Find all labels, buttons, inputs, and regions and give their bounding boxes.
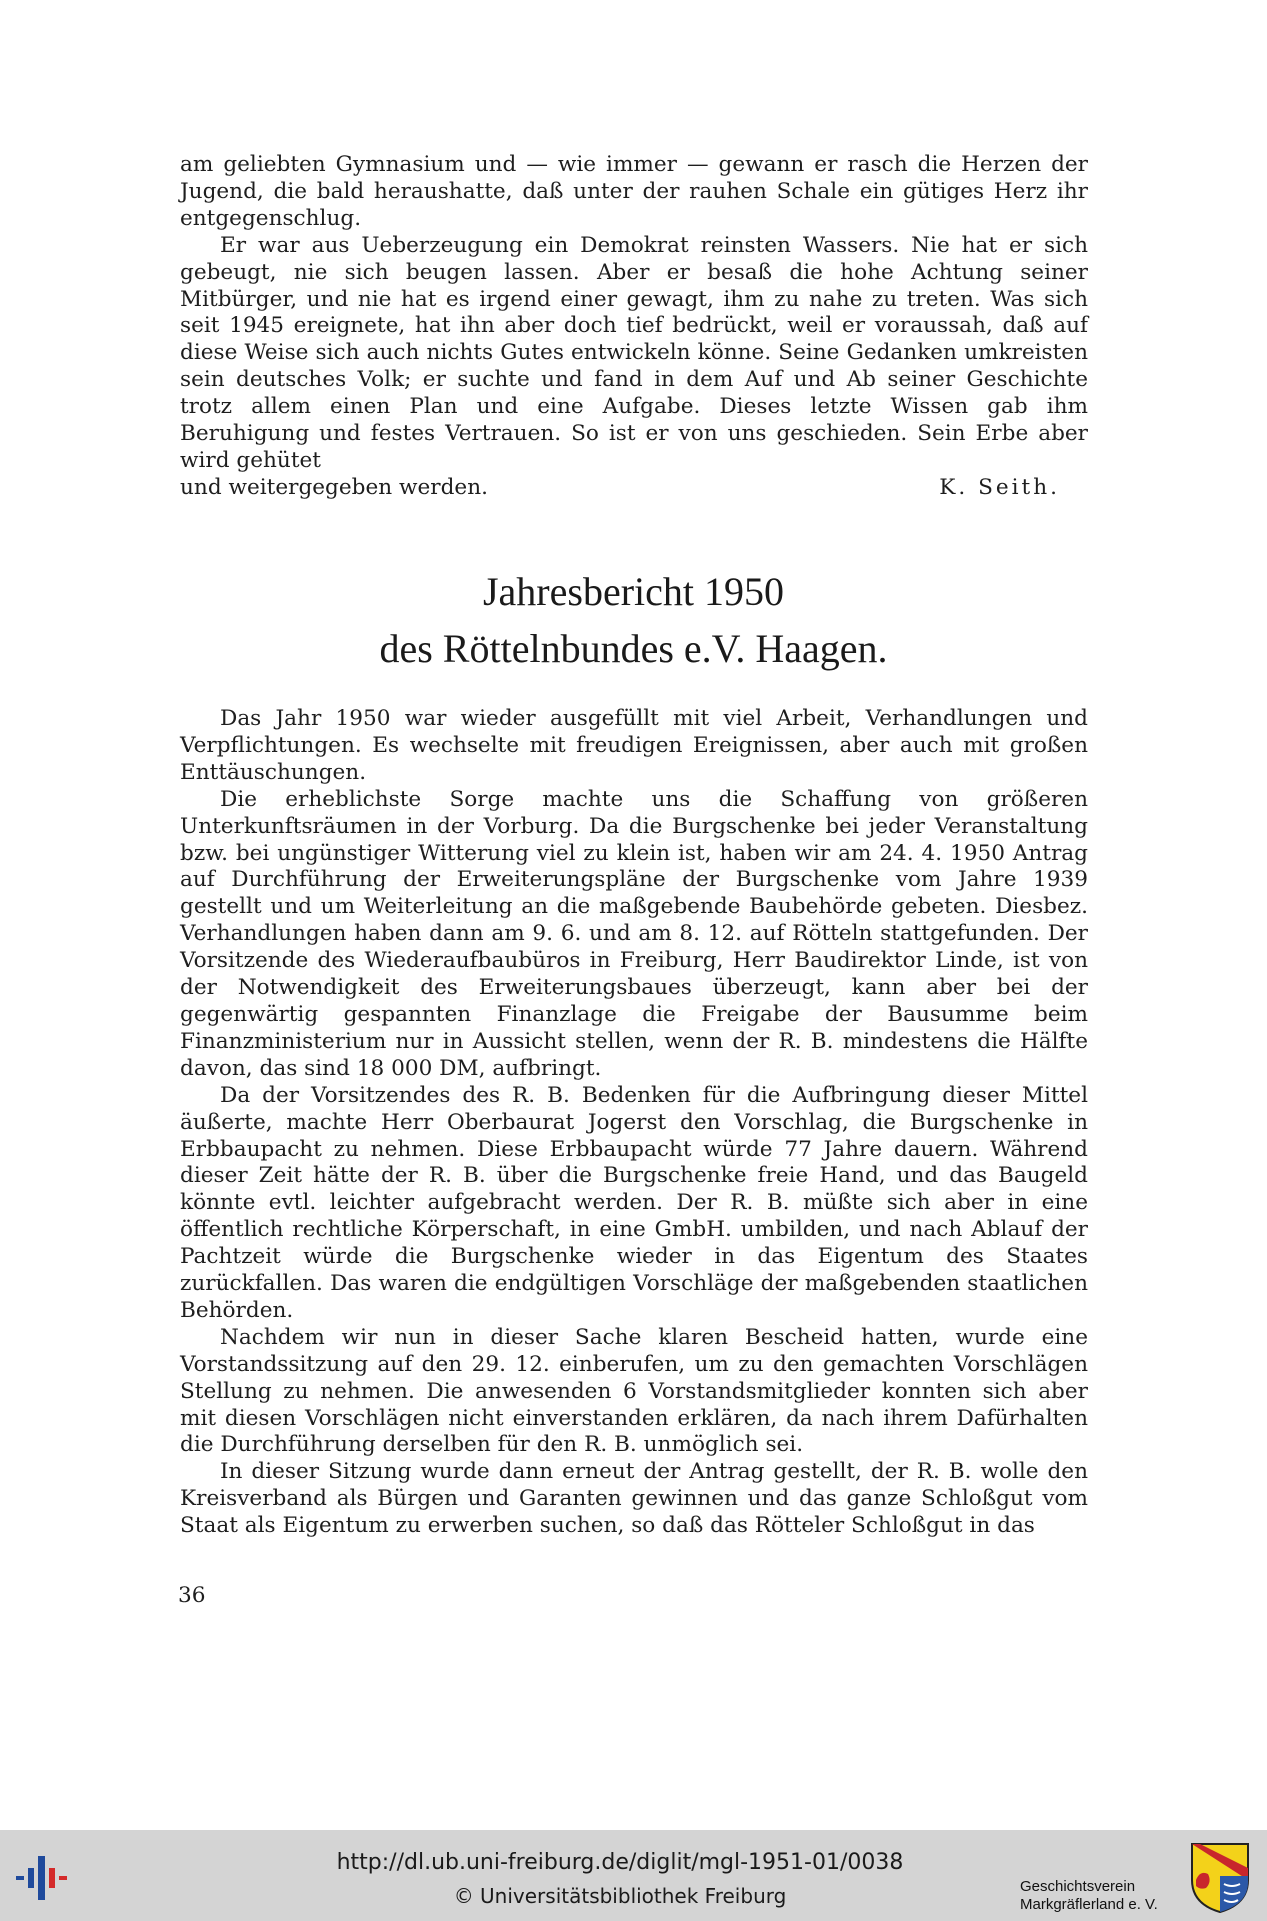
society-name bbox=[1020, 1878, 1182, 1914]
obituary-last-line: und weitergegeben werden. bbox=[180, 474, 488, 500]
viewer-footer bbox=[0, 1830, 1267, 1921]
author-signature: K. Seith. bbox=[939, 474, 1060, 500]
report-paragraph: Die erheblichste Sorge machte uns die Schaffung von größeren Unterkunftsräumen in der Vorburg. Da die Burgschenke bei jeder Veranstaltung bzw. bei ungünstiger Witterung viel zu klein ist, haben wir am 24. 4. 1950 Antrag auf Durchführung der Erweiterungspläne der Burgschenke vom Jahre 1939 gestellt und um Weiterleitung an die maßgebende Baubehörde gebeten. Diesbez. Verhandlungen haben dann am 9. 6. und am 8. 12. auf Rötteln stattgefunden. Der Vorsitzende des Wiederaufbaubüros in Freiburg, Herr Baudirektor Linde, ist von der Notwendigkeit des Erweiterungsbaues überzeugt, kann aber bei der gegenwärtig gespannten Finanzlage die Freigabe der Bausumme beim Finanzministerium nur in Aussicht stellen, wenn der R. B. mindestens die Hälfte davon, das sind 18 000 DM, aufbringt. bbox=[180, 786, 1088, 1081]
library-logo-icon[interactable] bbox=[12, 1842, 82, 1912]
society-name-line-2: Markgräflerland e. V. bbox=[1020, 1896, 1158, 1913]
report-title-line-1: Jahresbericht 1950 bbox=[482, 569, 784, 614]
society-name-line-1: Geschichtsverein bbox=[1020, 1878, 1136, 1895]
copyright-text: © Universitätsbibliothek Freiburg bbox=[453, 1884, 787, 1908]
report-paragraph: In dieser Sitzung wurde dann erneut der Antrag gestellt, der R. B. wolle den Kreisverband als Bürgen und Garanten gewinnen und das ganze Schloßgut vom Staat als Eigentum zu erwerben suchen, so daß das Rötteler Schloßgut in das bbox=[180, 1459, 1088, 1539]
document-url-link[interactable]: http://dl.ub.uni-freiburg.de/diglit/mgl-1951-01/0038 bbox=[336, 1850, 904, 1875]
coat-of-arms-icon bbox=[1188, 1840, 1252, 1914]
obituary-closing-line bbox=[180, 475, 1088, 502]
page-number: 36 bbox=[178, 1583, 206, 1608]
obituary-paragraph: Er war aus Ueberzeugung ein Demokrat reinsten Wassers. Nie hat er sich gebeugt, nie sich beugen lassen. Aber er besaß die hohe Achtung seiner Mitbürger, und nie hat es irgend einer gewagt, ihm zu nahe zu treten. Was sich seit 1945 ereignete, hat ihn aber doch tief bedrückt, weil er voraussah, daß auf diese Weise sich auch nichts Gutes entwickeln könne. Seine Gedanken umkreisten sein deutsches Volk; er suchte und fand in dem Auf und Ab seiner Geschichte trotz allem einen Plan und eine Aufgabe. Dieses letzte Wissen gab ihm Beruhigung und festes Vertrauen. So ist er von uns geschieden. Sein Erbe aber wird gehütet bbox=[180, 232, 1088, 473]
obituary-paragraph: am geliebten Gymnasium und — wie immer — gewann er rasch die Herzen der Jugend, die bald heraushatte, daß unter der rauhen Schale ein gütiges Herz ihr entgegenschlug. bbox=[180, 152, 1088, 231]
report-paragraph: Da der Vorsitzendes des R. B. Bedenken für die Aufbringung dieser Mittel äußerte, machte Herr Oberbaurat Jogerst den Vorschlag, die Burgschenke in Erbbaupacht zu nehmen. Diese Erbbaupacht würde 77 Jahre dauern. Während dieser Zeit hätte der R. B. über die Burgschenke freie Hand, und das Baugeld könnte evtl. leichter aufgebracht werden. Der R. B. müßte sich aber in eine öffentlich rechtliche Körperschaft, in eine GmbH. umbilden, und nach Ablauf der Pachtzeit würde die Burgschenke wieder in das Eigentum des Staates zurückfallen. Das waren die endgültigen Vorschläge der maßgebenden staatlichen Behörden. bbox=[180, 1082, 1088, 1323]
report-text bbox=[180, 706, 1088, 1540]
obituary-text bbox=[180, 152, 1088, 502]
report-paragraph: Nachdem wir nun in dieser Sache klaren Bescheid hatten, wurde eine Vorstandssitzung auf den 29. 12. einberufen, um zu den gemachten Vorschlägen Stellung zu nehmen. Die anwesenden 6 Vorstandsmitglieder konnten sich aber mit diesen Vorschlägen nicht einverstanden erklären, da nach ihrem Dafürhalten die Durchführung derselben für den R. B. unmöglich sei. bbox=[180, 1324, 1088, 1458]
report-title-line-2: des Röttelnbundes e.V. Haagen. bbox=[379, 626, 888, 671]
report-paragraph: Das Jahr 1950 war wieder ausgefüllt mit viel Arbeit, Verhandlungen und Verpflichtungen. Es wechselte mit freudigen Ereignissen, aber auch mit großen Enttäuschungen. bbox=[180, 706, 1088, 785]
